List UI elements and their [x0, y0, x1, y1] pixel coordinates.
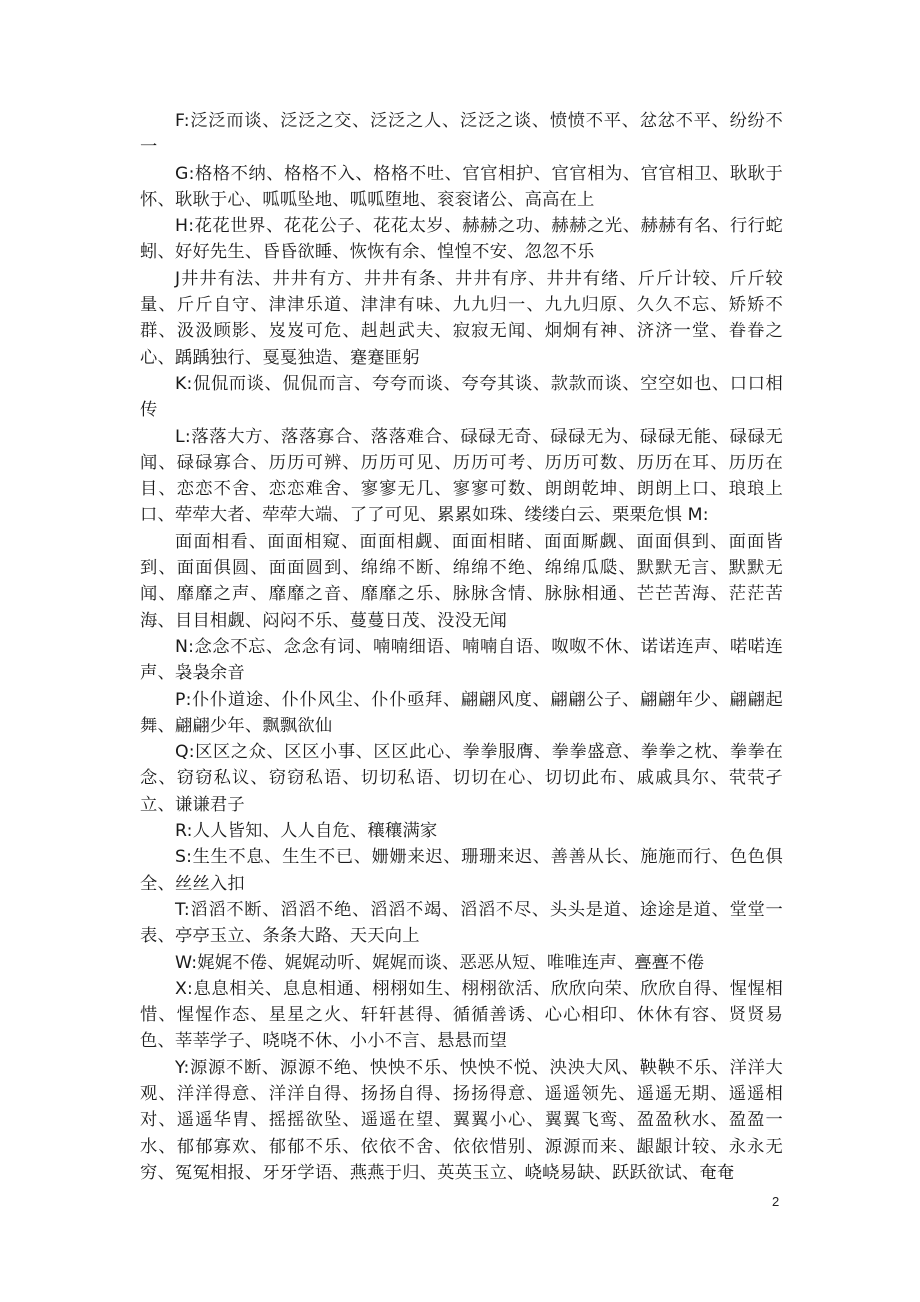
paragraph-h: H:花花世界、花花公子、花花太岁、赫赫之功、赫赫之光、赫赫有名、行行蛇蚓、好好先生、昏昏欲睡、恢恢有余、惶惶不安、忽忽不乐 [140, 216, 783, 263]
paragraph-r: R:人人皆知、人人自危、穰穰满家 [175, 821, 438, 842]
paragraph-x: X:息息相关、息息相通、栩栩如生、栩栩欲活、欣欣向荣、欣欣自得、惺惺相惜、惺惺作态、星星之火、轩轩甚得、循循善诱、心心相印、休休有容、贤贤易色、莘莘学子、哓哓不休、小小不言、悬悬而望 [140, 978, 783, 1052]
paragraph-f: F:泛泛而谈、泛泛之交、泛泛之人、泛泛之谈、愤愤不平、忿忿不平、纷纷不一 [140, 111, 783, 158]
paragraph-j: J井井有法、井井有方、井井有条、井井有序、井井有绪、斤斤计较、斤斤较量、斤斤自守、津津乐道、津津有味、九九归一、九九归原、久久不忘、矫矫不群、汲汲顾影、岌岌可危、赳赳武夫、寂寂无闻、炯炯有神、济济一堂、眷眷之心、踽踽独行、戛戛独造、蹇蹇匪躬 [140, 268, 783, 368]
paragraph-g: G:格格不纳、格格不入、格格不吐、官官相护、官官相为、官官相卫、耿耿于怀、耿耿于心、呱呱坠地、呱呱堕地、衮衮诸公、高高在上 [140, 163, 783, 210]
paragraph-p: P:仆仆道途、仆仆风尘、仆仆亟拜、翩翩风度、翩翩公子、翩翩年少、翩翩起舞、翩翩少年、飘飘欲仙 [140, 689, 783, 736]
paragraph-w: W:娓娓不倦、娓娓动听、娓娓而谈、恶恶从短、唯唯连声、亹亹不倦 [175, 952, 705, 973]
paragraph-l: L:落落大方、落落寡合、落落难合、碌碌无奇、碌碌无为、碌碌无能、碌碌无闻、碌碌寡合、历历可辨、历历可见、历历可考、历历可数、历历在耳、历历在目、恋恋不舍、恋恋难舍、寥寥无几、寥寥可数、朗朗乾坤、朗朗上口、琅琅上口、荦荦大者、荦荦大端、了了可见、累累如珠、缕缕白云、栗栗危惧 M: [140, 426, 783, 526]
paragraph-y: Y:源源不断、源源不绝、怏怏不乐、怏怏不悦、泱泱大风、鞅鞅不乐、洋洋大观、洋洋得意、洋洋自得、扬扬自得、扬扬得意、遥遥领先、遥遥无期、遥遥相对、遥遥华胄、摇摇欲坠、遥遥在望、翼翼小心、翼翼飞鸾、盈盈秋水、盈盈一水、郁郁寡欢、郁郁不乐、依依不舍、依依惜别、源源而来、龈龈计较、永永无穷、冤冤相报、牙牙学语、燕燕于归、英英玉立、峣峣易缺、跃跃欲试、奄奄 [140, 1057, 783, 1183]
page-number: 2 [772, 1194, 780, 1209]
paragraph-t: T:滔滔不断、滔滔不绝、滔滔不竭、滔滔不尽、头头是道、途途是道、堂堂一表、亭亭玉立、条条大路、天天向上 [140, 899, 783, 947]
body-text [140, 108, 783, 1186]
paragraph-k: K:侃侃而谈、侃侃而言、夸夸而谈、夸夸其谈、款款而谈、空空如也、口口相传 [140, 373, 783, 421]
paragraph-m: 面面相看、面面相窥、面面相觑、面面相睹、面面厮觑、面面俱到、面面皆到、面面俱圆、面面圆到、绵绵不断、绵绵不绝、绵绵瓜瓞、默默无言、默默无闻、靡靡之声、靡靡之音、靡靡之乐、脉脉含情、脉脉相通、芒芒苦海、茫茫苦海、目目相觑、闷闷不乐、蔓蔓日茂、没没无闻 [140, 531, 783, 631]
paragraph-q: Q:区区之众、区区小事、区区此心、拳拳服膺、拳拳盛意、拳拳之枕、拳拳在念、窃窃私议、窃窃私语、切切私语、切切在心、切切此布、戚戚具尔、茕茕孑立、谦谦君子 [140, 742, 783, 815]
paragraph-n: N:念念不忘、念念有词、喃喃细语、喃喃自语、呶呶不休、诺诺连声、喏喏连声、袅袅余音 [140, 636, 783, 684]
paragraph-s: S:生生不息、生生不已、姗姗来迟、珊珊来迟、善善从长、施施而行、色色俱全、丝丝入扣 [140, 847, 783, 894]
